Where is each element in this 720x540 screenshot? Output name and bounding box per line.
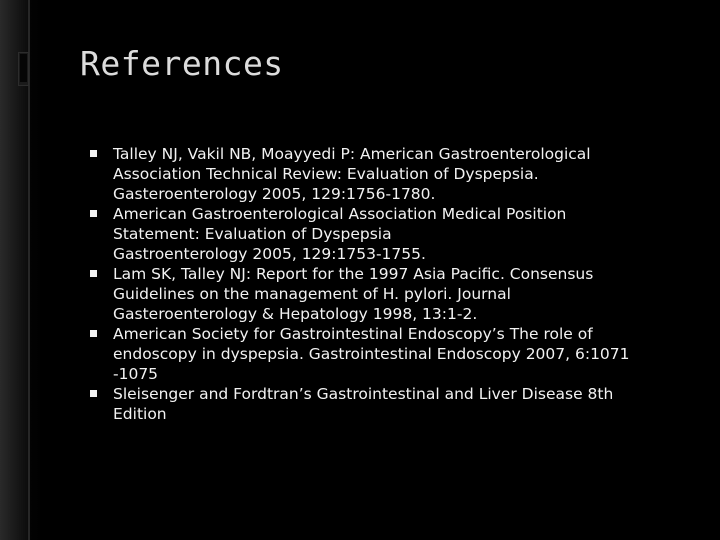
slide-title: References [80,44,284,83]
reference-item [90,324,700,384]
reference-line: Sleisenger and Fordtran’s Gastrointestinal and Liver Disease 8th [113,385,614,403]
reference-line: Gastroenterology 2005, 129:1753-1755. [113,245,426,263]
reference-item [90,144,700,204]
reference-line: American Gastroenterological Association Medical Position [113,205,567,223]
reference-item [90,384,700,424]
reference-line: Edition [113,405,167,423]
reference-line: Lam SK, Talley NJ: Report for the 1997 Asia Pacific. Consensus [113,265,594,283]
reference-line: -1075 [113,365,159,383]
bullet-icon [90,150,97,157]
reference-line: Statement: Evaluation of Dyspepsia [113,225,392,243]
reference-line: Guidelines on the management of H. pylori. Journal [113,285,511,303]
bullet-icon [90,390,97,397]
bullet-icon [90,270,97,277]
reference-line: endoscopy in dyspepsia. Gastrointestinal Endoscopy 2007, 6:1071 [113,345,630,363]
reference-line: Gasteroenterology 2005, 129:1756-1780. [113,185,436,203]
reference-line: Gasteroenterology & Hepatology 1998, 13:1-2. [113,305,478,323]
reference-line: American Society for Gastrointestinal Endoscopy’s The role of [113,325,593,343]
reference-item [90,204,700,264]
reference-line: Talley NJ, Vakil NB, Moayyedi P: American Gastroenterological [113,145,591,163]
reference-line: Association Technical Review: Evaluation of Dyspepsia. [113,165,539,183]
bullet-icon [90,210,97,217]
bullet-icon [90,330,97,337]
references-list [90,144,700,424]
title-marker-inner [20,54,27,82]
reference-item [90,264,700,324]
